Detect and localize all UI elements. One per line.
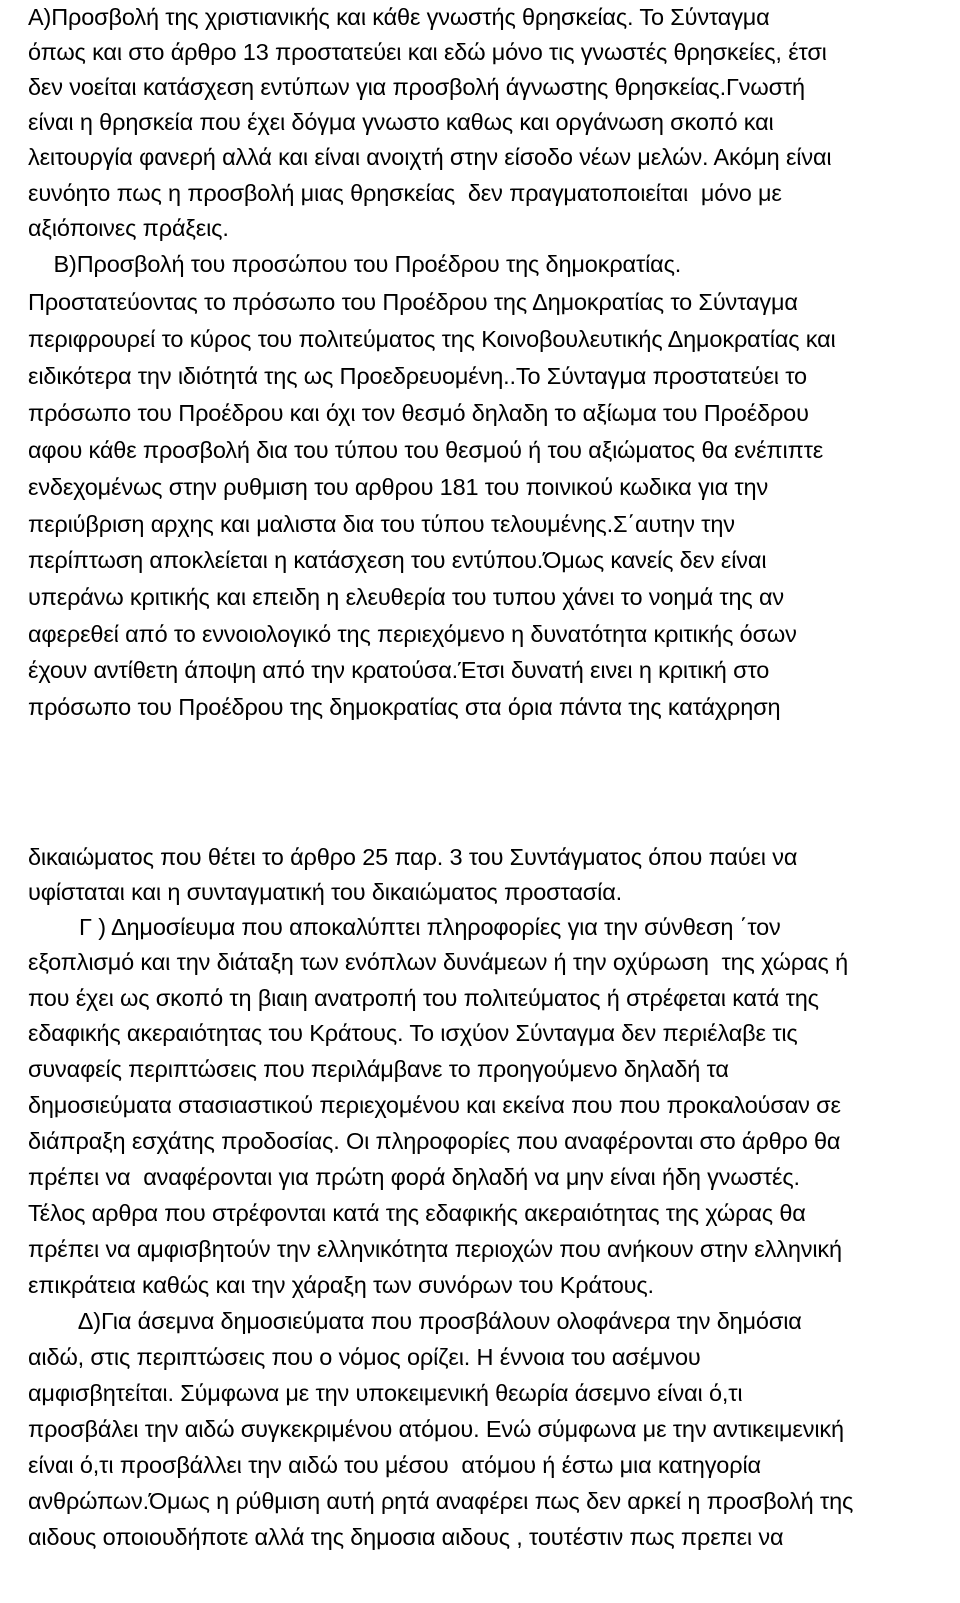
text-line: αξιόποινες πράξεις. [28, 215, 229, 241]
text-line: Προστατεύοντας το πρόσωπο του Προέδρου της Δημοκρατίας το Σύνταγμα [28, 289, 798, 315]
text-line: αφου κάθε προσβολή δια του τύπου του θεσμού ή του αξιώματος θα ενέπιπτε [28, 437, 824, 463]
text-line: αιδους οποιουδήποτε αλλά της δημοσια αιδους , τουτέστιν πως πρεπει να [28, 1524, 784, 1550]
text-line: λειτουργία φανερή αλλά και είναι ανοιχτή στην είσοδο νέων μελών. Ακόμη είναι [28, 144, 832, 170]
text-line: πρέπει να αναφέρονται για πρώτη φορά δηλαδή να μην είναι ήδη γνωστές. [28, 1164, 800, 1190]
text-line: περίπτωση αποκλείεται η κατάσχεση του εντύπου.Όμως κανείς δεν είναι [28, 547, 767, 573]
text-line: ενδεχομένως στην ρυθμιση του αρθρου 181 του ποινικού κωδικα για την [28, 474, 769, 500]
text-line: Α)Προσβολή της χριστιανικής και κάθε γνωστής θρησκείας. Το Σύνταγμα [28, 4, 770, 30]
text-line: πρέπει να αμφισβητούν την ελληνικότητα περιοχών που ανήκουν στην ελληνική [28, 1236, 842, 1262]
text-line: δικαιώματος που θέτει το άρθρο 25 παρ. 3 του Συντάγματος όπου παύει να [28, 844, 798, 870]
text-line: αιδώ, στις περιπτώσεις που ο νόμος ορίζει. Η έννοια του ασέμνου [28, 1344, 701, 1370]
text-line: ανθρώπων.Όμως η ρύθμιση αυτή ρητά αναφέρει πως δεν αρκεί η προσβολή της [28, 1488, 854, 1514]
text-line: προσβάλει την αιδώ συγκεκριμένου ατόμου. Ενώ σύμφωνα με την αντικειμενική [28, 1416, 844, 1442]
text-line: εξοπλισμό και την διάταξη των ενόπλων δυνάμεων ή την οχύρωση της χώρας ή [28, 949, 848, 975]
text-line: συναφείς περιπτώσεις που περιλάμβανε το προηγούμενο δηλαδή τα [28, 1056, 729, 1082]
text-line: πρόσωπο του Προέδρου και όχι τον θεσμό δηλαδη το αξίωμα του Προέδρου [28, 400, 809, 426]
text-line: είναι η θρησκεία που έχει δόγμα γνωστο καθως και οργάνωση σκοπό και [28, 109, 774, 135]
text-line: ειδικότερα την ιδιότητά της ως Προεδρευομένη..Το Σύνταγμα προστατεύει το [28, 363, 807, 389]
text-line: ευνόητο πως η προσβολή μιας θρησκείας δεν πραγματοποιείται μόνο με [28, 180, 782, 206]
text-line: είναι ό,τι προσβάλλει την αιδώ του μέσου ατόμου ή έστω μια κατηγορία [28, 1452, 761, 1478]
text-line: Τέλος αρθρα που στρέφονται κατά της εδαφικής ακεραιότητας της χώρας θα [28, 1200, 806, 1226]
text-line: πρόσωπο του Προέδρου της δημοκρατίας στα όρια πάντα της κατάχρηση [28, 694, 781, 720]
text-line: δεν νοείται κατάσχεση εντύπων για προσβολή άγνωστης θρησκείας.Γνωστή [28, 74, 805, 100]
section-heading: Β)Προσβολή του προσώπου του Προέδρου της δημοκρατίας. [28, 251, 682, 277]
text-line: όπως και στο άρθρο 13 προστατεύει και εδώ μόνο τις γνωστές θρησκείες, έτσι [28, 39, 827, 65]
text-line: έχουν αντίθετη άποψη από την κρατούσα.Έτσι δυνατή εινει η κριτική στο [28, 657, 770, 683]
text-line: εδαφικής ακεραιότητας του Κράτους. Το ισχύον Σύνταγμα δεν περιέλαβε τις [28, 1020, 798, 1046]
text-line: περιφρουρεί το κύρος του πολιτεύματος της Κοινοβουλευτικής Δημοκρατίας και [28, 326, 836, 352]
text-line: δημοσιεύματα στασιαστικού περιεχομένου και εκείνα που που προκαλούσαν σε [28, 1092, 841, 1118]
text-line: αφερεθεί από το εννοιολογικό της περιεχόμενο η δυνατότητα κριτικής όσων [28, 621, 797, 647]
section-heading: Γ ) Δημοσίευμα που αποκαλύπτει πληροφορίες για την σύνθεση ΄τον [28, 914, 781, 940]
text-line: διάπραξη εσχάτης προδοσίας. Οι πληροφορίες που αναφέρονται στο άρθρο θα [28, 1128, 841, 1154]
text-line: αμφισβητείται. Σύμφωνα με την υποκειμενική θεωρία άσεμνο είναι ό,τι [28, 1380, 743, 1406]
section-heading: Δ)Για άσεμνα δημοσιεύματα που προσβάλουν ολοφάνερα την δημόσια [28, 1308, 802, 1334]
text-line: υπεράνω κριτικής και επειδη η ελευθερία του τυπου χάνει το νοημά της αν [28, 584, 785, 610]
text-line: περιύβριση αρχης και μαλιστα δια του τύπου τελουμένης.Σ΄αυτην την [28, 511, 735, 537]
text-line: υφίσταται και η συνταγματική του δικαιώματος προστασία. [28, 879, 623, 905]
text-line: που έχει ως σκοπό τη βιαιη ανατροπή του πολιτεύματος ή στρέφεται κατά της [28, 985, 819, 1011]
text-line: επικράτεια καθώς και την χάραξη των συνόρων του Κράτους. [28, 1272, 654, 1298]
